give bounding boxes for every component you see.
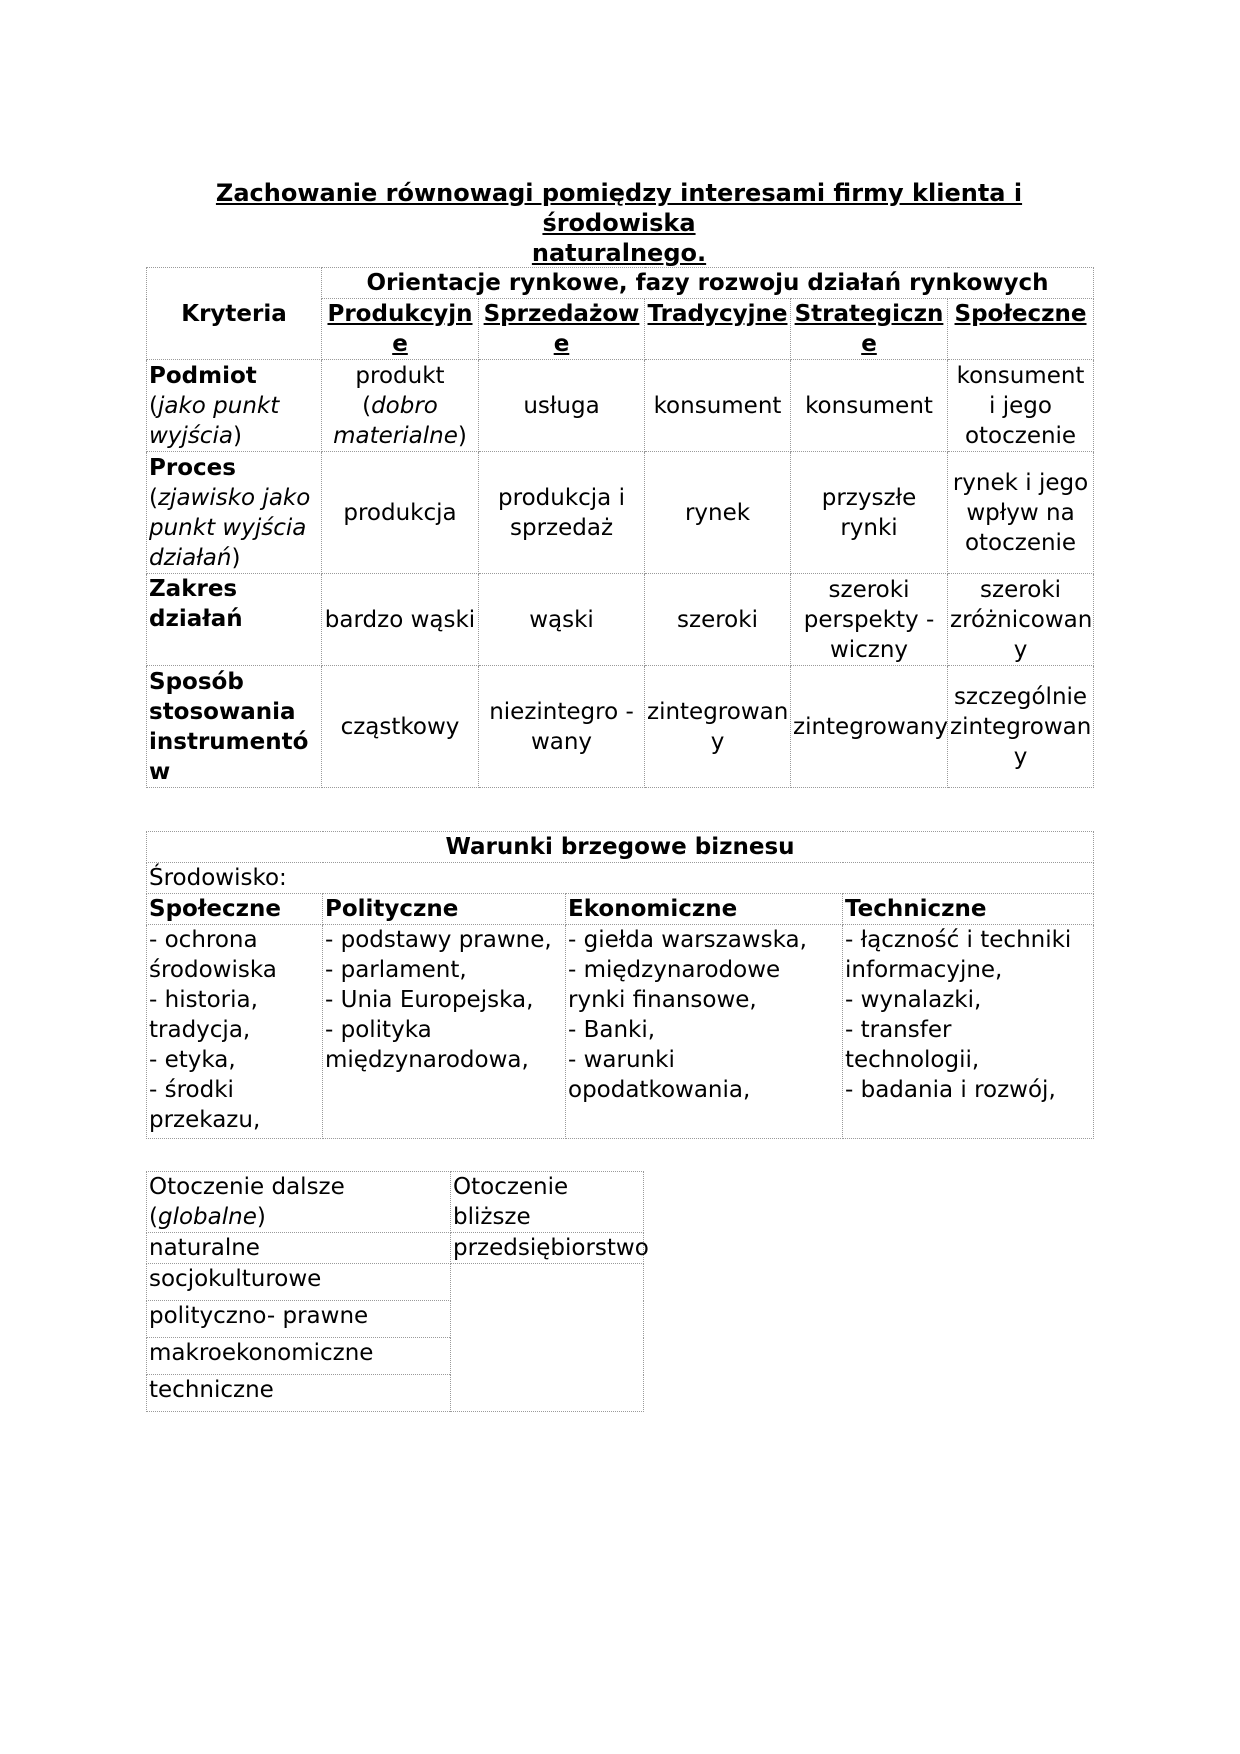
column-header: Ekonomiczne — [566, 894, 843, 925]
far-environment-header — [147, 1172, 451, 1233]
list-item: - Unia Europejska, — [325, 987, 534, 1013]
group-header: Orientacje rynkowe, fazy rozwoju działań rynkowych — [322, 268, 1094, 299]
table-cell: rynek i jego wpływ na otoczenie — [948, 452, 1094, 574]
row-label: Sposób stosowania instrumentó w — [147, 666, 322, 788]
table-cell: konsument — [645, 360, 791, 452]
environment-header-row — [147, 1172, 644, 1233]
list-item: - łączność i techniki informacyjne, — [845, 927, 1072, 983]
table-cell: zintegrowan y — [645, 666, 791, 788]
row-label-paren-close: ) — [232, 422, 242, 449]
environment-row — [147, 1233, 644, 1264]
table-cell: wąski — [479, 574, 645, 666]
row-label-italic: jako punkt wyjścia — [149, 392, 280, 449]
far-environment-item: makroekonomiczne — [147, 1338, 451, 1375]
row-label: Zakres działań — [147, 574, 322, 666]
column-header: Produkcyjn e — [322, 299, 479, 360]
table-cell: usługa — [479, 360, 645, 452]
row-label — [147, 360, 322, 452]
table-row — [147, 574, 1094, 666]
list-item: - warunki opodatkowania, — [568, 1047, 751, 1103]
table-cell: szeroki zróżnicowan y — [948, 574, 1094, 666]
table-cell: bardzo wąski — [322, 574, 479, 666]
market-orientation-table — [146, 267, 1094, 788]
list-cell — [843, 925, 1094, 1139]
table-cell: szeroki perspekty - wiczny — [791, 574, 948, 666]
list-item: - ochrona środowiska — [149, 927, 277, 983]
environment-row — [147, 1264, 644, 1301]
column-header: Społeczne — [147, 894, 323, 925]
conditions-title: Warunki brzegowe biznesu — [147, 832, 1094, 863]
table-cell: szczególnie zintegrowan y — [948, 666, 1094, 788]
row-label-paren-close: ) — [231, 544, 241, 571]
conditions-items-row — [147, 925, 1094, 1139]
table-cell: rynek — [645, 452, 791, 574]
far-environment-item: polityczno- prawne — [147, 1301, 451, 1338]
far-header-pre: Otoczenie dalsze ( — [149, 1174, 345, 1230]
row-label-paren-open: ( — [149, 484, 158, 511]
column-header: Tradycyjne — [645, 299, 791, 360]
table-cell: konsument — [791, 360, 948, 452]
list-item: - polityka międzynarodowa, — [325, 1017, 529, 1073]
cell-text-italic: dobro materialne — [333, 392, 458, 449]
row-label-paren-open: ( — [149, 392, 158, 419]
list-item: - badania i rozwój, — [845, 1077, 1056, 1103]
page-title-line2: naturalnego. — [531, 239, 707, 267]
conditions-title-row — [147, 832, 1094, 863]
table-cell: niezintegro - wany — [479, 666, 645, 788]
row-label-italic: zjawisko jako punkt wyjścia działań — [149, 484, 311, 571]
column-header: Społeczne — [948, 299, 1094, 360]
list-item: - wynalazki, — [845, 987, 982, 1013]
column-header: Techniczne — [843, 894, 1094, 925]
table-cell: cząstkowy — [322, 666, 479, 788]
far-environment-item: socjokulturowe — [147, 1264, 451, 1301]
list-item: - giełda warszawska, — [568, 927, 807, 953]
list-cell — [323, 925, 566, 1139]
table-row — [147, 666, 1094, 788]
list-item: - historia, tradycja, — [149, 987, 258, 1043]
column-header: Strategiczn e — [791, 299, 948, 360]
near-environment-item: przedsiębiorstwo — [451, 1233, 644, 1264]
environment-table — [146, 1171, 649, 1412]
table-cell: produkcja i sprzedaż — [479, 452, 645, 574]
far-header-italic: globalne — [157, 1204, 257, 1230]
table-row — [147, 360, 1094, 452]
near-environment-empty — [451, 1264, 644, 1412]
table-cell: zintegrowany — [791, 666, 948, 788]
business-conditions-table — [146, 831, 1094, 1139]
list-item: - Banki, — [568, 1017, 656, 1043]
cell-text-pre: produkt ( — [355, 362, 445, 419]
environment-row — [147, 863, 1094, 894]
group-header-row — [147, 268, 1094, 299]
list-item: - parlament, — [325, 957, 467, 983]
row-label-main: Proces — [149, 454, 236, 481]
list-cell — [147, 925, 323, 1139]
table-cell: produkcja — [322, 452, 479, 574]
row-label — [147, 452, 322, 574]
column-header: Sprzedażow e — [479, 299, 645, 360]
table-row — [147, 452, 1094, 574]
far-header-post: ) — [256, 1204, 266, 1230]
page-title — [146, 178, 1092, 268]
list-item: - środki przekazu, — [149, 1077, 261, 1133]
conditions-header-row — [147, 894, 1094, 925]
table-cell — [322, 360, 479, 452]
far-environment-item: naturalne — [147, 1233, 451, 1264]
column-header: Polityczne — [323, 894, 566, 925]
list-item: - etyka, — [149, 1047, 236, 1073]
row-label-main: Podmiot — [149, 362, 257, 389]
table-cell: konsument i jego otoczenie — [948, 360, 1094, 452]
environment-label: Środowisko: — [147, 863, 1094, 894]
list-item: - transfer technologii, — [845, 1017, 980, 1073]
criteria-header: Kryteria — [147, 268, 322, 360]
list-item: - międzynarodowe rynki finansowe, — [568, 957, 781, 1013]
list-cell — [566, 925, 843, 1139]
list-item: - podstawy prawne, — [325, 927, 552, 953]
table-cell: szeroki — [645, 574, 791, 666]
far-environment-item: techniczne — [147, 1375, 451, 1412]
cell-text-post: ) — [457, 422, 467, 449]
page-title-line1: Zachowanie równowagi pomiędzy interesami firmy klienta i środowiska — [215, 179, 1023, 237]
table-cell: przyszłe rynki — [791, 452, 948, 574]
near-environment-header: Otoczenie bliższe — [451, 1172, 644, 1233]
